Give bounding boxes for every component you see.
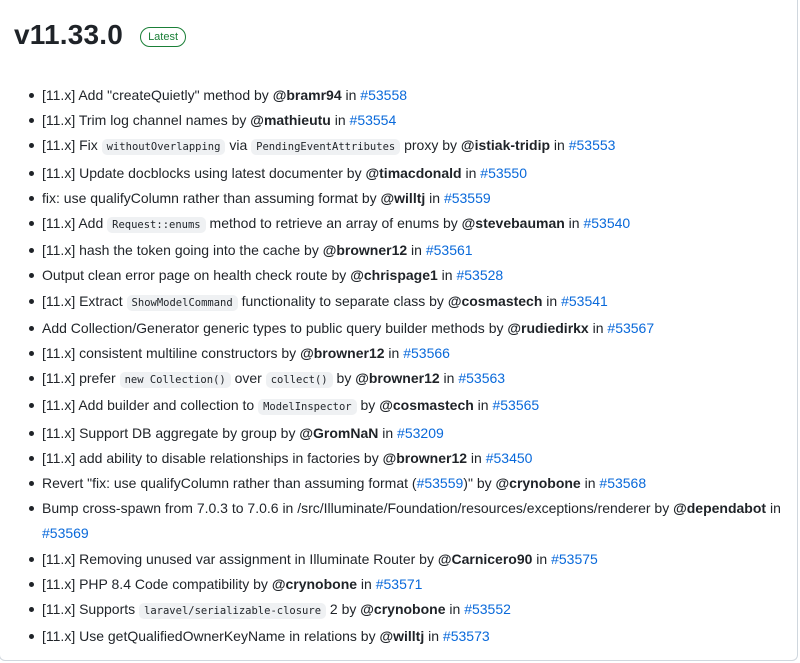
changelog-item — [42, 161, 787, 186]
change-text: Bump cross-spawn from 7.0.3 to 7.0.6 in /src/Illuminate/Foundation/resources/exceptions/renderer by — [42, 500, 674, 517]
changelog-item — [42, 211, 787, 238]
inline-code: PendingEventAttributes — [251, 139, 400, 155]
inline-code: new Collection() — [120, 372, 231, 388]
change-text: in — [341, 87, 361, 103]
change-text: [11.x] Update docblocks using latest documenter by — [42, 164, 366, 181]
pull-request-link[interactable]: #53550 — [480, 164, 527, 181]
author-link[interactable]: @willtj — [380, 189, 426, 206]
author-link[interactable]: @willtj — [379, 628, 425, 645]
change-text: [11.x] Supports — [42, 601, 140, 618]
inline-code: collect() — [266, 372, 333, 388]
change-text: [11.x] Use getQualifiedOwnerKeyName in relations by — [42, 628, 380, 645]
change-text: [11.x] Extract — [42, 292, 127, 309]
change-text: in — [425, 189, 444, 206]
pull-request-link[interactable]: #53553 — [568, 137, 616, 154]
author-link[interactable]: @browner12 — [355, 370, 440, 387]
changelog-item — [42, 108, 787, 133]
change-text: 2 by — [326, 601, 361, 618]
change-text: in — [461, 164, 481, 181]
pull-request-link[interactable]: #53571 — [375, 575, 423, 592]
changelog-item — [42, 471, 787, 496]
change-text: functionality to separate class by — [237, 292, 448, 309]
changelog-item — [42, 572, 787, 597]
pull-request-link[interactable]: #53558 — [360, 87, 408, 103]
changelog-item — [42, 496, 787, 546]
pull-request-link[interactable]: #53554 — [349, 112, 397, 129]
change-text: [11.x] Support DB aggregate by group by — [42, 424, 300, 441]
change-text: in — [384, 345, 404, 362]
change-text: via — [225, 137, 252, 154]
change-text: in — [550, 137, 569, 154]
author-link[interactable]: @crynobone — [360, 601, 446, 618]
change-text: over — [230, 370, 266, 387]
change-text: [11.x] Trim log channel names by — [42, 112, 251, 129]
change-text: in — [766, 500, 781, 517]
pull-request-link[interactable]: #53575 — [551, 550, 598, 567]
pull-request-link[interactable]: #53566 — [403, 345, 450, 362]
changelog-item — [42, 624, 787, 649]
changelog-item — [42, 316, 787, 341]
pull-request-link[interactable]: #53568 — [599, 475, 647, 492]
change-text: by — [356, 397, 380, 414]
change-text: in — [424, 628, 443, 645]
change-text: in — [445, 601, 465, 618]
inline-code: ModelInspector — [258, 399, 357, 415]
author-link[interactable]: @istiak-tridip — [460, 137, 551, 154]
change-text: in — [473, 397, 493, 414]
pull-request-link[interactable]: #53573 — [442, 628, 490, 645]
author-link[interactable]: @crynobone — [271, 575, 358, 592]
inline-code: laravel/serializable-closure — [139, 603, 326, 619]
change-text: Add Collection/Generator generic types to public query builder methods by — [42, 319, 508, 336]
changelog-item — [42, 263, 787, 288]
author-link[interactable]: @rudiedirkx — [507, 319, 589, 336]
changelog-item — [42, 421, 787, 446]
change-text: [11.x] Add — [42, 215, 108, 232]
change-text: in — [564, 215, 584, 232]
change-text: [11.x] Fix — [42, 137, 102, 154]
change-text: in — [580, 475, 600, 492]
release-header — [14, 19, 186, 51]
latest-badge: Latest — [140, 27, 186, 47]
pull-request-link[interactable]: #53528 — [456, 267, 504, 284]
author-link[interactable]: @browner12 — [300, 345, 385, 362]
pull-request-link[interactable]: #53565 — [492, 397, 540, 414]
changelog-item — [42, 83, 787, 108]
change-text: by — [332, 370, 356, 387]
change-text: fix: use qualifyColumn rather than assuming format by — [42, 189, 381, 206]
change-text: [11.x] Add builder and collection to — [42, 397, 259, 414]
change-text: [11.x] Removing unused var assignment in Illuminate Router by — [42, 550, 438, 567]
changelog-item — [42, 289, 787, 316]
changelog-item — [42, 446, 787, 471]
change-text: [11.x] PHP 8.4 Code compatibility by — [42, 575, 272, 592]
pull-request-link[interactable]: #53559 — [416, 475, 464, 492]
inline-code: Request::enums — [107, 217, 206, 233]
inline-code: withoutOverlapping — [102, 139, 226, 155]
author-link[interactable]: @stevebauman — [461, 215, 565, 232]
release-version-title[interactable]: v11.33.0 — [14, 19, 124, 50]
pull-request-link[interactable]: #53552 — [464, 601, 511, 618]
changelog-list — [42, 83, 787, 649]
author-link[interactable]: @Carnicero90 — [437, 550, 533, 567]
changelog-item — [42, 133, 787, 160]
author-link[interactable]: @crynobone — [495, 475, 581, 492]
change-text: Revert "fix: use qualifyColumn rather than assuming format ( — [42, 475, 417, 492]
change-text: in — [357, 575, 376, 592]
change-text: in — [542, 292, 562, 309]
author-link[interactable]: @cosmastech — [447, 292, 543, 309]
change-text: [11.x] consistent multiline constructors by — [42, 345, 301, 362]
pull-request-link[interactable]: #53563 — [458, 370, 506, 387]
author-link[interactable]: @chrispage1 — [350, 267, 438, 284]
pull-request-link[interactable]: #53561 — [425, 242, 473, 259]
change-text: in — [439, 370, 459, 387]
change-text: in — [378, 424, 398, 441]
change-text: )" by — [463, 475, 496, 492]
author-link[interactable]: @browner12 — [322, 242, 408, 259]
change-text: [11.x] add ability to disable relationships in factories by — [42, 449, 383, 466]
change-text: in — [532, 550, 552, 567]
change-text: in — [467, 449, 486, 466]
change-text: [11.x] Add "createQuietly" method by — [42, 87, 273, 103]
author-link[interactable]: @timacdonald — [365, 164, 462, 181]
changelog-item — [42, 238, 787, 263]
pull-request-link[interactable]: #53540 — [583, 215, 631, 232]
change-text: [11.x] prefer — [42, 370, 120, 387]
inline-code: ShowModelCommand — [127, 295, 238, 311]
pull-request-link[interactable]: #53567 — [607, 319, 655, 336]
pull-request-link[interactable]: #53450 — [485, 449, 533, 466]
author-link[interactable]: @cosmastech — [379, 397, 474, 414]
author-link[interactable]: @browner12 — [382, 449, 468, 466]
changelog-item — [42, 393, 787, 420]
changelog-item — [42, 366, 787, 393]
author-link[interactable]: @GromNaN — [299, 424, 379, 441]
pull-request-link[interactable]: #53541 — [561, 292, 608, 309]
change-text: Output clean error page on health check route by — [42, 267, 351, 284]
change-text: in — [330, 112, 350, 129]
change-text: in — [588, 319, 608, 336]
changelog-item — [42, 597, 787, 624]
pull-request-link[interactable]: #53209 — [397, 424, 444, 441]
author-link[interactable]: @dependabot — [673, 500, 767, 517]
change-text: in — [407, 242, 426, 259]
changelog-item — [42, 547, 787, 572]
change-text: in — [437, 267, 457, 284]
changelog-item — [42, 341, 787, 366]
changelog-item — [42, 186, 787, 211]
author-link[interactable]: @mathieutu — [250, 112, 331, 129]
change-text: proxy by — [400, 137, 461, 154]
pull-request-link[interactable]: #53559 — [443, 189, 491, 206]
author-link[interactable]: @bramr94 — [272, 87, 342, 103]
change-text: method to retrieve an array of enums by — [205, 215, 462, 232]
pull-request-link[interactable]: #53569 — [42, 525, 89, 542]
change-text: [11.x] hash the token going into the cache by — [42, 242, 323, 259]
